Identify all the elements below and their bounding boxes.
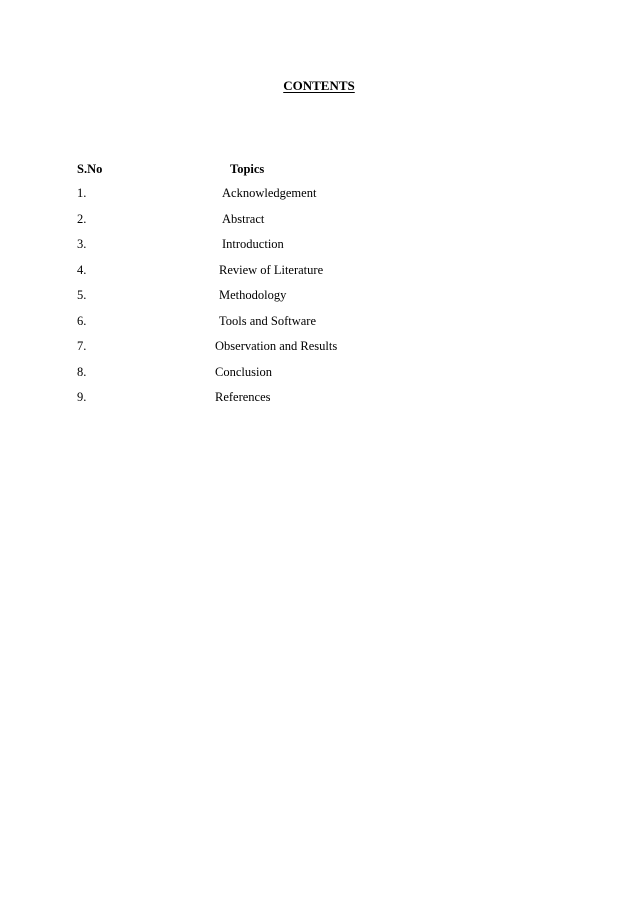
table-row bbox=[0, 365, 638, 383]
table-row bbox=[0, 390, 638, 408]
row-number: 8. bbox=[77, 365, 87, 379]
column-header-topics: Topics bbox=[230, 162, 265, 176]
table-row bbox=[0, 288, 638, 306]
row-topic: References bbox=[215, 390, 271, 404]
table-row bbox=[0, 237, 638, 255]
row-topic: Acknowledgement bbox=[222, 186, 317, 200]
column-header-sno: S.No bbox=[77, 162, 103, 176]
table-row bbox=[0, 186, 638, 204]
row-topic: Conclusion bbox=[215, 365, 272, 379]
row-number: 7. bbox=[77, 339, 87, 353]
row-topic: Methodology bbox=[219, 288, 287, 302]
table-row bbox=[0, 339, 638, 357]
row-number: 1. bbox=[77, 186, 87, 200]
contents-heading: CONTENTS bbox=[283, 78, 355, 93]
row-topic: Abstract bbox=[222, 212, 265, 226]
row-number: 9. bbox=[77, 390, 87, 404]
row-topic: Observation and Results bbox=[215, 339, 338, 353]
row-number: 4. bbox=[77, 263, 87, 277]
table-row bbox=[0, 212, 638, 230]
row-topic: Introduction bbox=[222, 237, 284, 251]
table-row bbox=[0, 314, 638, 332]
row-topic: Review of Literature bbox=[219, 263, 324, 277]
page-title bbox=[0, 78, 638, 94]
table-row bbox=[0, 263, 638, 281]
row-number: 5. bbox=[77, 288, 87, 302]
row-number: 2. bbox=[77, 212, 87, 226]
row-number: 6. bbox=[77, 314, 87, 328]
row-number: 3. bbox=[77, 237, 87, 251]
row-topic: Tools and Software bbox=[219, 314, 317, 328]
